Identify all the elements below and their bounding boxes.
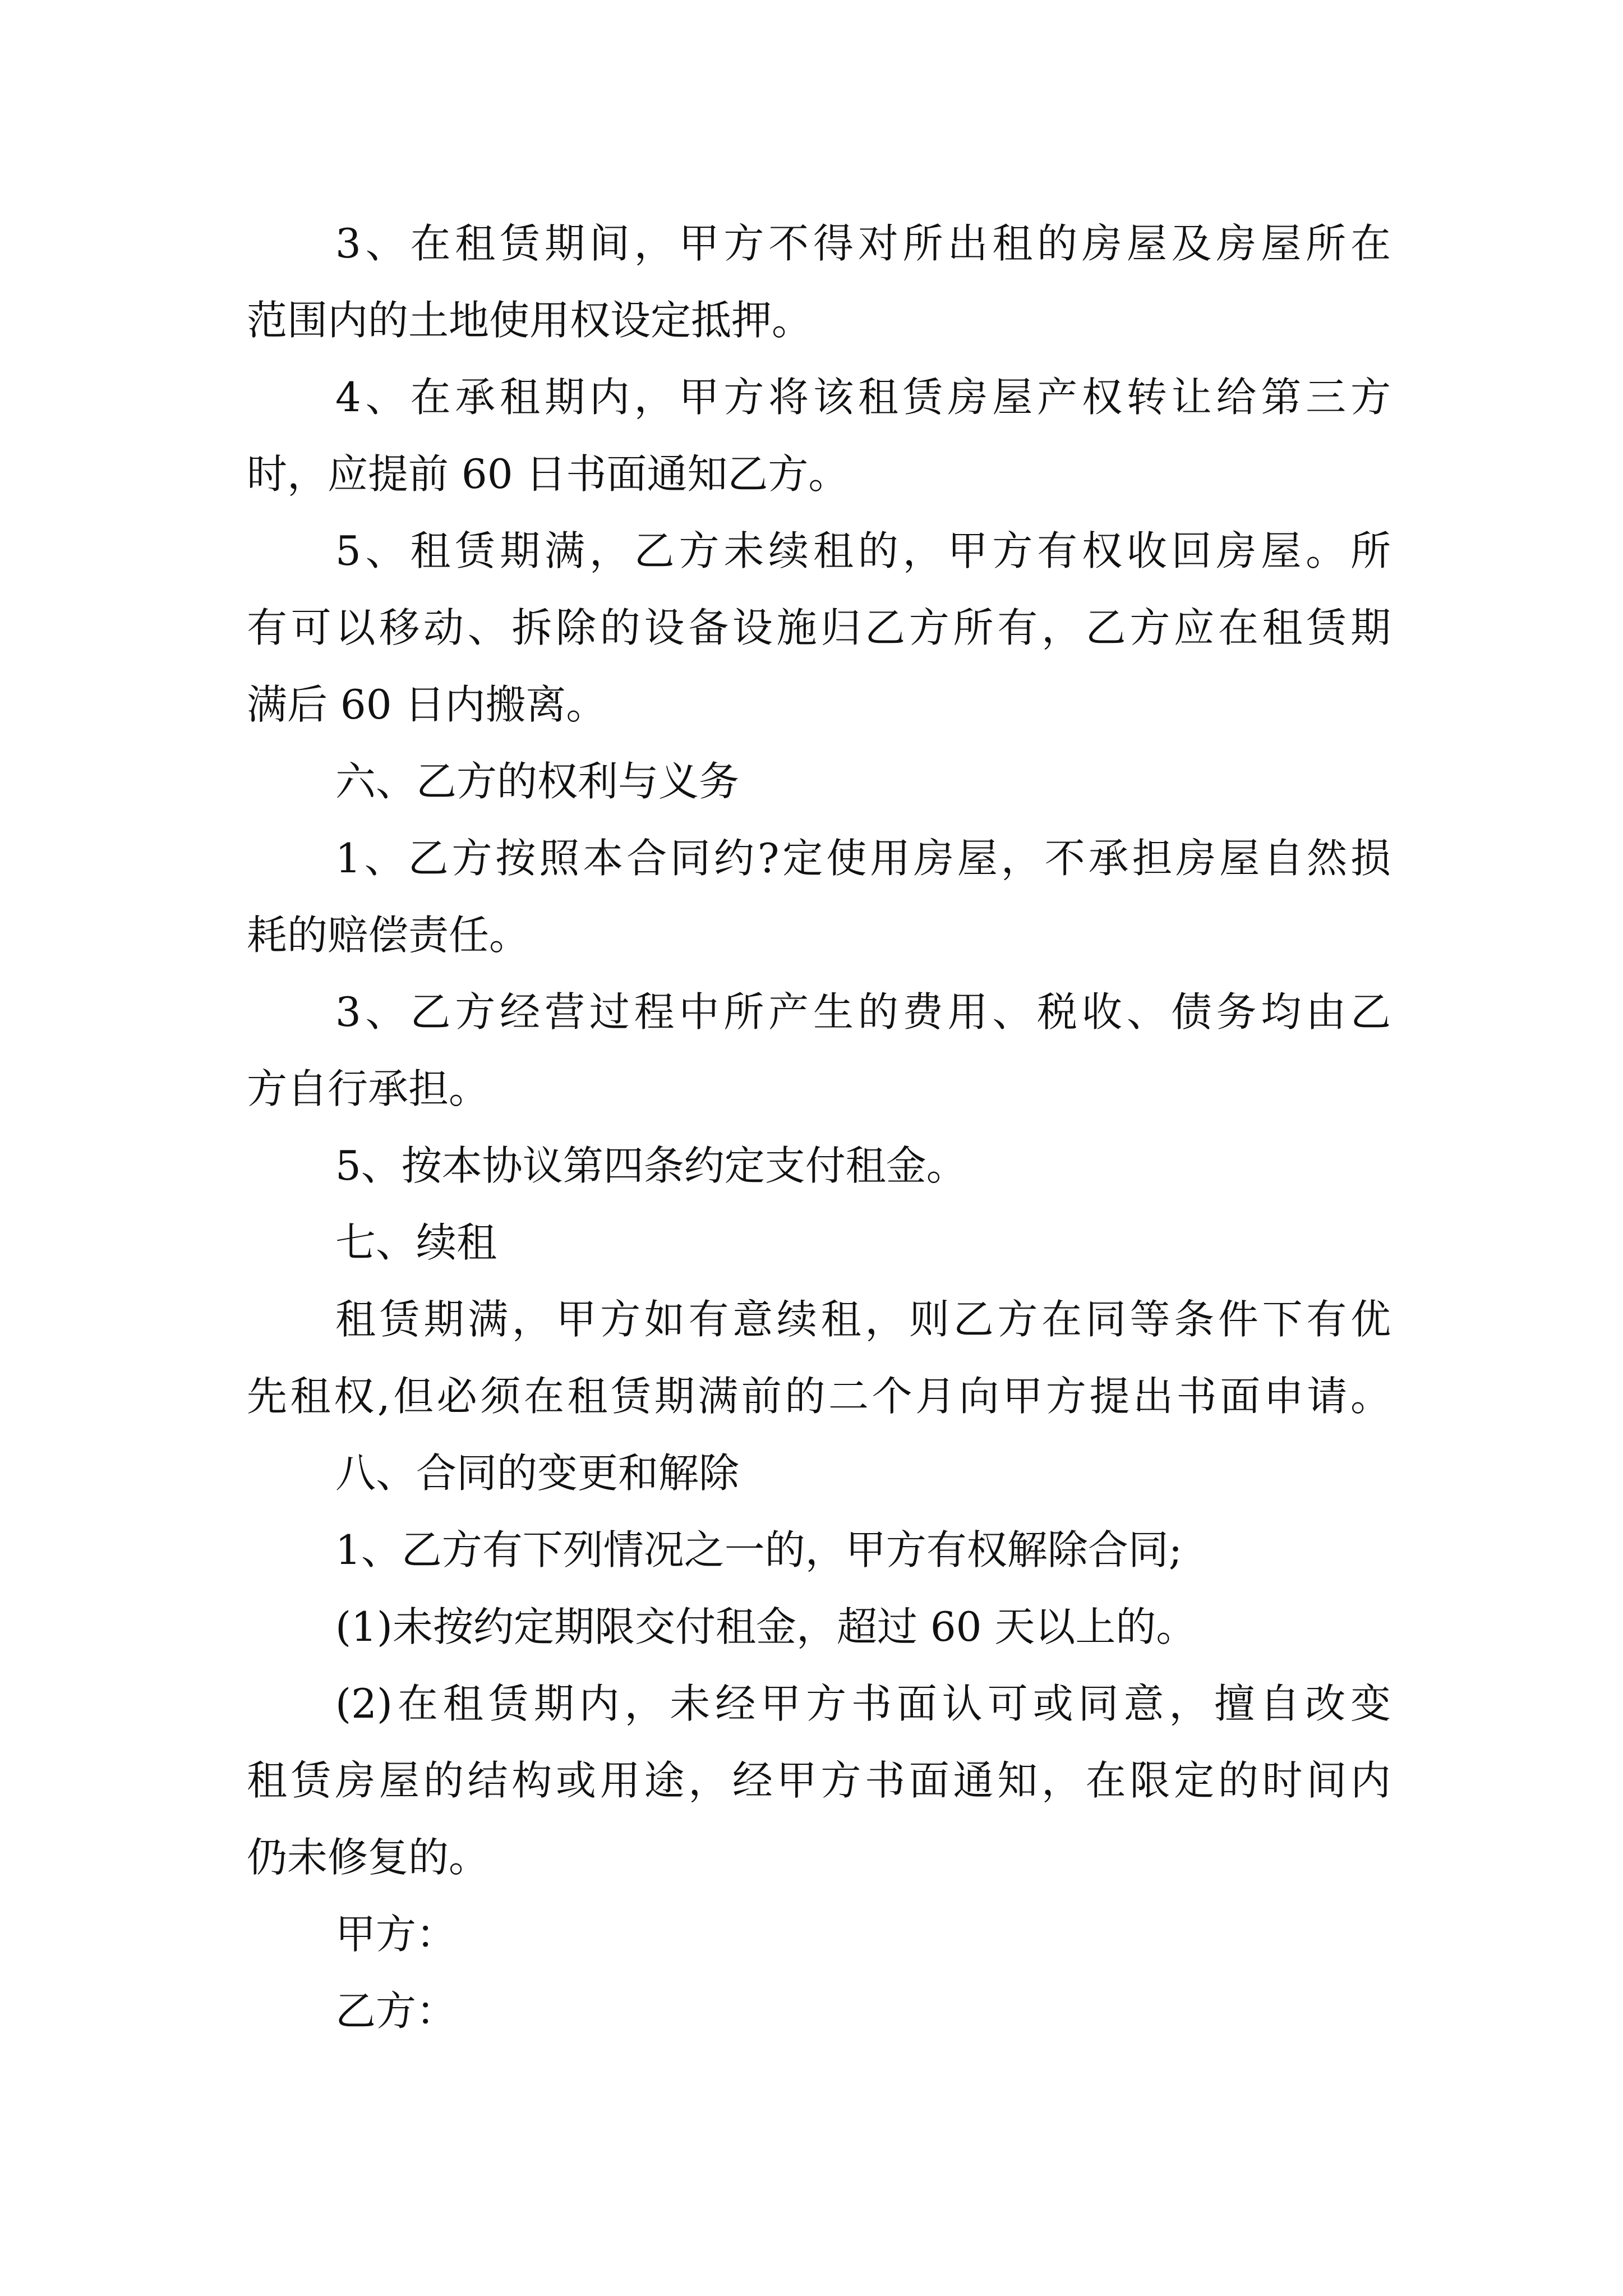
signature-party-a-label: 甲方： [335,1911,457,1958]
paragraph-line: 5、租赁期满，乙方未续租的，甲方有权收回房屋。所 [335,527,1391,574]
section-heading: 六、乙方的权利与义务 [335,758,740,805]
paragraph-line: (2)在租赁期内，未经甲方书面认可或同意，擅自改变 [335,1680,1391,1727]
paragraph-line: 范围内的土地使用权设定抵押。 [247,297,813,344]
signature-party-b-label: 乙方： [335,1987,457,2035]
section-heading: 七、续租 [335,1219,497,1266]
paragraph-line: 3、乙方经营过程中所产生的费用、税收、债务均由乙 [335,988,1391,1036]
paragraph-line: 5、按本协议第四条约定支付租金。 [335,1142,967,1189]
paragraph-line: 方自行承担。 [247,1065,490,1112]
paragraph-line: (1)未按约定期限交付租金，超过 60 天以上的。 [335,1603,1197,1650]
paragraph-line: 1、乙方按照本合同约?定使用房屋，不承担房屋自然损 [335,835,1391,882]
paragraph-line: 租赁期满，甲方如有意续租，则乙方在同等条件下有优 [335,1296,1391,1343]
paragraph-line: 有可以移动、拆除的设备设施归乙方所有，乙方应在租赁期 [247,604,1391,651]
paragraph-line: 仍未修复的。 [247,1834,490,1881]
paragraph-line: 4、在承租期内，甲方将该租赁房屋产权转让给第三方 [335,374,1391,421]
paragraph-line: 满后 60 日内搬离。 [247,681,607,728]
paragraph-line: 3、在租赁期间，甲方不得对所出租的房屋及房屋所在 [335,220,1391,267]
paragraph-line: 1、乙方有下列情况之一的，甲方有权解除合同; [335,1526,1183,1573]
paragraph-line: 先租权,但必须在租赁期满前的二个月向甲方提出书面申请。 [247,1373,1391,1420]
paragraph-line: 租赁房屋的结构或用途，经甲方书面通知，在限定的时间内 [247,1757,1391,1804]
section-heading: 八、合同的变更和解除 [335,1450,740,1497]
paragraph-line: 耗的赔偿责任。 [247,912,530,959]
paragraph-line: 时，应提前 60 日书面通知乙方。 [247,450,849,498]
